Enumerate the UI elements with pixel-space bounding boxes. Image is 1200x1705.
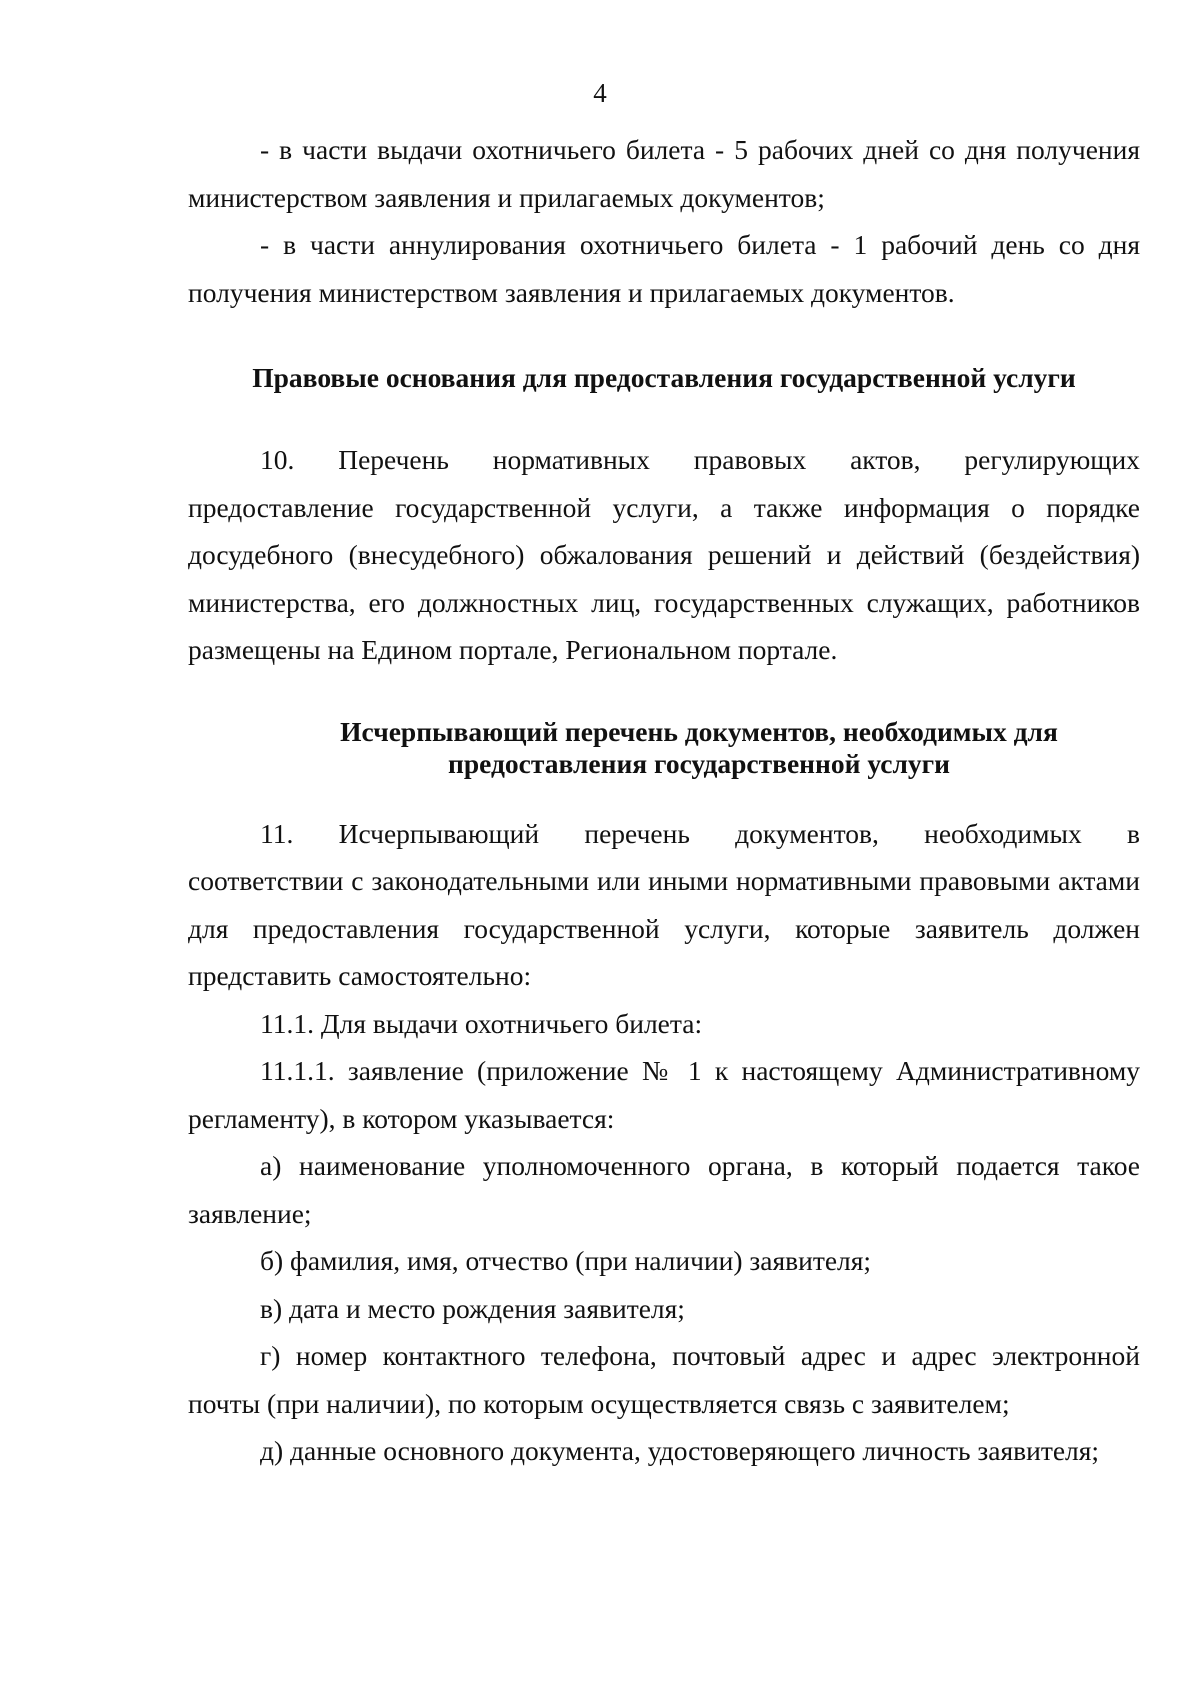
clause-word: необходимых: [924, 817, 1082, 849]
clause-word: нормативных: [492, 444, 650, 475]
section-heading-line-1: Исчерпывающий перечень документов, необходимых для: [340, 715, 1058, 747]
item-a: а) наименование уполномоченного органа, в который подается такое заявление;: [188, 1150, 1140, 1229]
clause-10-text: предоставление государственной услуги, а также информация о порядке досудебного (внесудебного) обжалования решений и действий (бездействия) министерства, его должностных лиц, государственных служащих, работников размещены на Едином портале, Региональном портале.: [188, 491, 1140, 665]
clause-word: актов,: [850, 444, 921, 475]
clause-word: документов,: [735, 817, 879, 849]
document-body: [188, 126, 1140, 1475]
clause-word: перечень: [584, 817, 690, 849]
section-heading-legal-basis: Правовые основания для предоставления государственной услуги: [252, 362, 1076, 393]
clause-word: Исчерпывающий: [338, 817, 540, 849]
page-number: 4: [593, 78, 607, 108]
section-heading-line-2: предоставления государственной услуги: [448, 747, 950, 779]
paragraph-term-annul: - в части аннулирования охотничьего билета - 1 рабочий день со дня получения министерством заявления и прилагаемых документов.: [188, 229, 1140, 308]
clause-11: [188, 810, 1140, 1000]
item-b: б) фамилия, имя, отчество (при наличии) заявителя;: [260, 1245, 872, 1276]
clause-11-text: соответствии с законодательными или иными нормативными правовыми актами для предоставления государственной услуги, которые заявитель должен представить самостоятельно:: [188, 865, 1140, 991]
clause-11-first-line: [188, 810, 1140, 858]
clause-number: 10.: [260, 444, 295, 475]
item-11-1-1: 11.1.1. заявление (приложение № 1 к настоящему Административному регламенту), в котором указывается:: [188, 1055, 1140, 1134]
paragraph-term-issue: - в части выдачи охотничьего билета - 5 рабочих дней со дня получения министерством заявления и прилагаемых документов;: [188, 134, 1140, 213]
section-heading-documents: [188, 716, 1140, 780]
item-11-1: 11.1. Для выдачи охотничьего билета:: [260, 1007, 703, 1039]
item-g: г) номер контактного телефона, почтовый адрес и адрес электронной почты (при наличии), по которым осуществляется связь с заявителем;: [188, 1340, 1140, 1419]
clause-10-first-line: [188, 436, 1140, 484]
item-d: д) данные основного документа, удостоверяющего личность заявителя;: [260, 1435, 1100, 1466]
item-v: в) дата и место рождения заявителя;: [260, 1292, 685, 1324]
clause-word: в: [1127, 817, 1140, 849]
clause-10: [188, 436, 1140, 674]
clause-number: 11.: [260, 817, 294, 849]
clause-word: правовых: [693, 444, 807, 475]
clause-word: Перечень: [338, 444, 449, 475]
clause-word: регулирующих: [964, 444, 1140, 475]
